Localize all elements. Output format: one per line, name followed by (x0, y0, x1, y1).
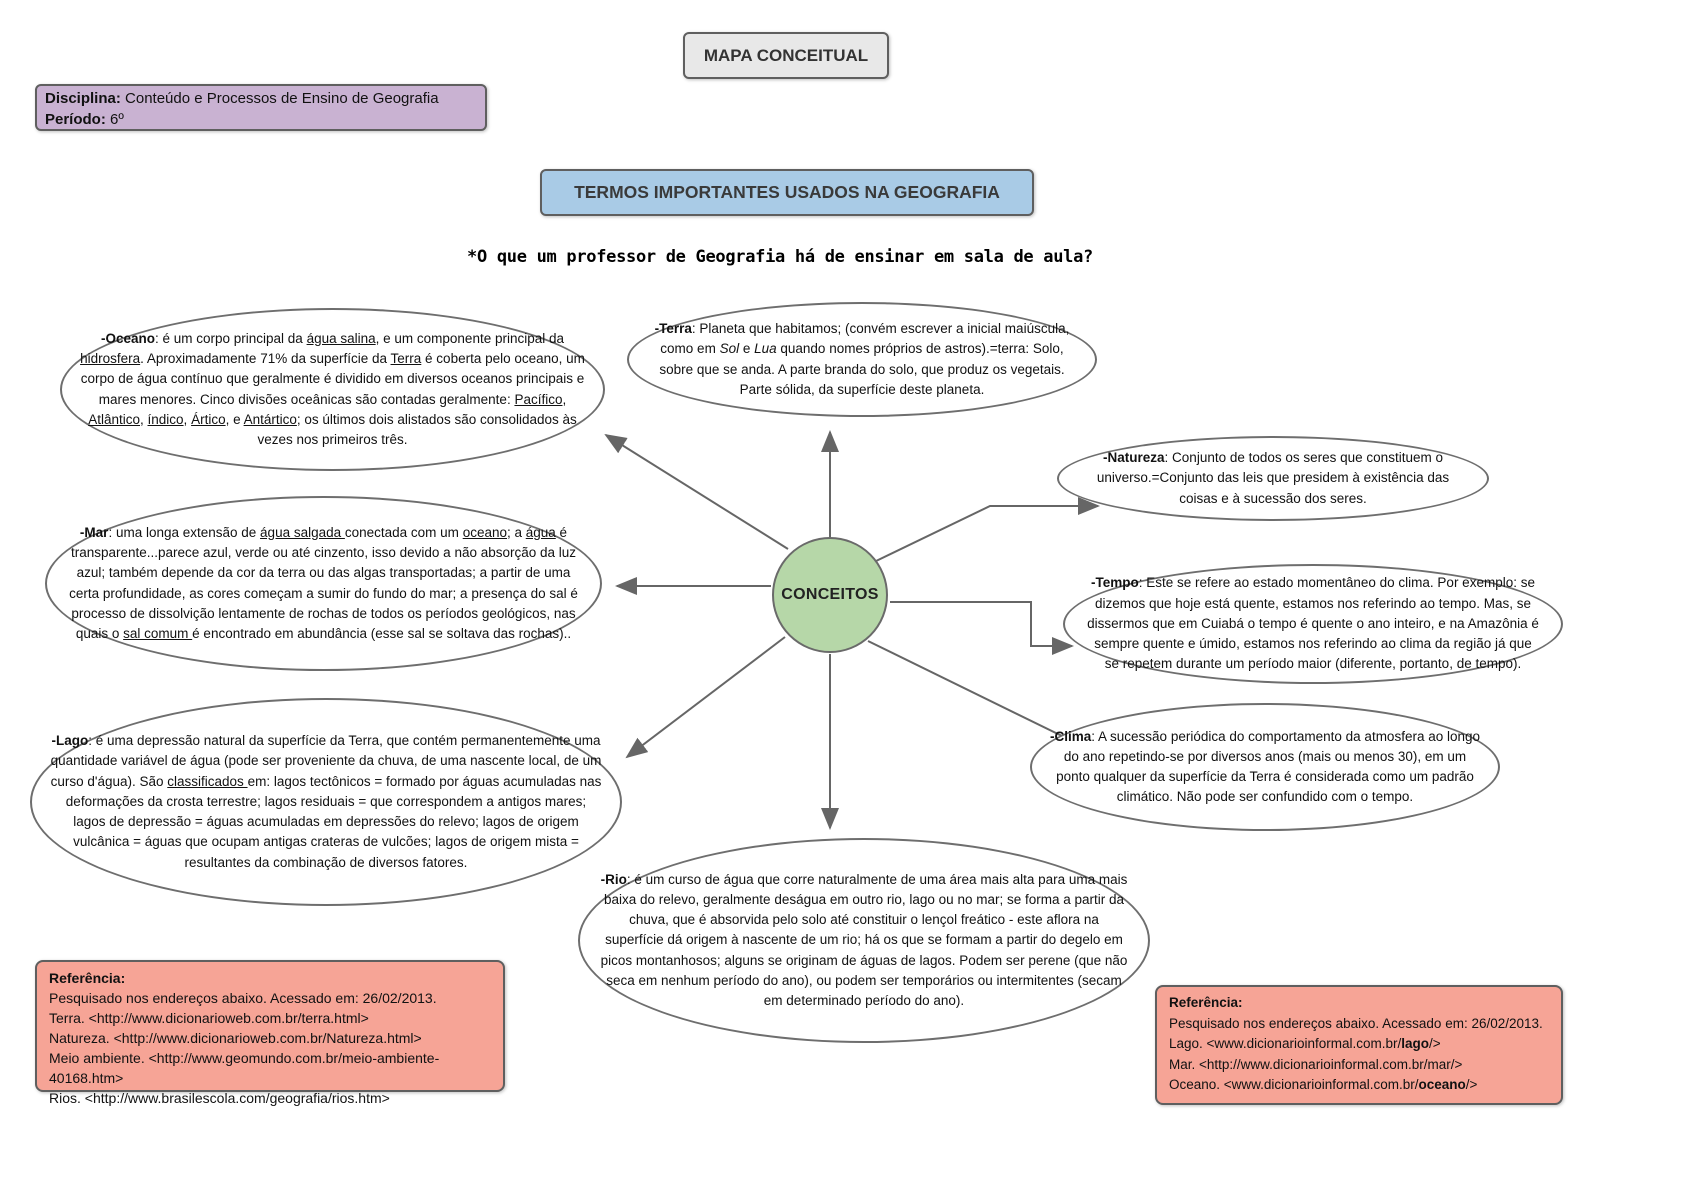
text-line: Terra. <http://www.dicionarioweb.com.br/terra.html> (49, 1010, 369, 1026)
bubble-clima (1030, 703, 1500, 831)
arrow-to-natureza (874, 506, 1098, 562)
bubble-natureza (1057, 436, 1489, 521)
main-title-box (540, 169, 1034, 216)
subtitle: *O que um professor de Geografia há de ensinar em sala de aula? (467, 247, 1093, 267)
bubble-mar (45, 496, 602, 671)
text-line: Referência: (1169, 995, 1243, 1010)
bubble-oceano (60, 308, 605, 471)
central-concept-node (772, 537, 888, 653)
text-line: Pesquisado nos endereços abaixo. Acessado em: 26/02/2013. (1169, 1015, 1543, 1031)
bubble-lago-text: -Lago: é uma depressão natural da superfície da Terra, que contém permanentemente uma quantidade variável de água (pode ser proveniente da chuva, de uma nascente local, de um curso d'água). São classificados em: lagos tectônicos = formado por águas acumuladas nas deformações da crosta terrestre; lagos residuais = que correspondem a antigos mares; lagos de depressão = águas acumuladas em depressões do relevo; lagos de origem vulcânica = águas que ocupam antigas crateras de vulcões; lagos de origem mista = resultantes da combinação de diversos fatores. (50, 733, 602, 870)
bubble-rio-text: -Rio: é um curso de água que corre naturalmente de uma área mais alta para uma mais baixa do relevo, geralmente deságua em outro rio, lago ou no mar; se forma a partir da chuva, que é absorvida pelo solo até constituir o lençol freático - este aflora na superfície dá origem à nascente de um rio; há os que se formam a partir do degelo em picos montanhosos; alguns se originam de águas de lagos. Podem ser perene (que não seca em nenhum período do ano), ou podem ser temporários ou intermitentes (secam em determinado período do ano). (600, 871, 1128, 1009)
bubble-rio (578, 838, 1150, 1043)
arrow-to-tempo (890, 602, 1072, 646)
main-title-label: TERMOS IMPORTANTES USADOS NA GEOGRAFIA (574, 182, 1000, 202)
text-line: Pesquisado nos endereços abaixo. Acessado em: 26/02/2013. (49, 990, 437, 1006)
bubble-oceano-text: -Oceano: é um corpo principal da água salina, e um componente principal da hidrosfera. Aproximadamente 71% da superfície da Terra é coberta pelo oceano, um corpo de água contínuo que geralmente é dividido em diversos oceanos principais e mares menores. Cinco divisões oceânicas são contadas geralmente: Pacífico, Atlântico, índico, Ártico, e Antártico; os últimos dois alistados são consolidados às vezes nos primeiros três. (80, 330, 585, 447)
discipline-box (35, 84, 487, 131)
text-line: Referência: (49, 970, 126, 986)
bubble-tempo-text: -Tempo: Este se refere ao estado momentâneo do clima. Por exemplo: se dizemos que hoje está quente, estamos nos referindo ao tempo. Mas, se dissermos que em Cuiabá o tempo é quente o ano inteiro, e na Amazônia é sempre quente e úmido, estamos nos referindo ao clima da região já que se repetem durante um período maior (diferente, portanto, de tempo). (1087, 575, 1539, 672)
bubble-natureza-text: -Natureza: Conjunto de todos os seres que constituem o universo.=Conjunto das leis que presidem à existência das coisas e à sucessão dos seres. (1096, 450, 1450, 506)
text-line: Disciplina: Conteúdo e Processos de Ensino de Geografia (45, 90, 439, 107)
bubble-clima-text: -Clima: A sucessão periódica do comportamento da atmosfera ao longo do ano repetindo-se por diversos anos (mais ou menos 30), em um ponto qualquer da superfície da Terra é considerada como um padrão climático. Não pode ser confundido com o tempo. (1050, 728, 1481, 805)
text-line: Período: 6º (45, 111, 124, 128)
text-line: Mar. <http://www.dicionarioinformal.com.br/mar/> (1169, 1056, 1463, 1072)
bubble-terra (627, 302, 1097, 417)
arrow-to-oceano (606, 435, 788, 549)
text-line: Lago. <www.dicionarioinformal.com.br/lago/> (1169, 1036, 1441, 1051)
reference-box-left (35, 960, 505, 1106)
arrow-to-lago (627, 637, 785, 757)
map-title-box (683, 32, 889, 79)
text-line: Natureza. <http://www.dicionarioweb.com.br/Natureza.html> (49, 1030, 422, 1046)
bubble-lago (30, 698, 622, 906)
text-line: Meio ambiente. <http://www.geomundo.com.br/meio-ambiente-40168.htm> (49, 1050, 440, 1086)
map-title-label: MAPA CONCEITUAL (703, 45, 869, 65)
text-line: Rios. <http://www.brasilescola.com/geografia/rios.htm> (49, 1090, 390, 1106)
reference-box-right (1155, 985, 1563, 1105)
bubble-tempo (1063, 564, 1563, 684)
bubble-mar-text: -Mar: uma longa extensão de água salgada conectada com um oceano; a água é transparente...parece azul, verde ou até cinzento, isso devido a não absorção da luz azul; também depende da cor da terra ou das algas transportadas; a partir de uma certa profundidade, as cores começam a sumir do fundo do mar; a presença do sal é processo de dissolvição lentamente de rochas de todos os períodos geológicos, nas quais o sal comum é encontrado em abundância (esse sal se soltava das rochas).. (69, 524, 578, 641)
text-line: Oceano. <www.dicionarioinformal.com.br/oceano/> (1169, 1077, 1478, 1092)
central-concept-label: CONCEITOS (781, 586, 879, 603)
bubble-terra-text: -Terra: Planeta que habitamos; (convém escrever a inicial maiúscula, como em Sol e Lua quando nomes próprios de astros).=terra: Solo, sobre que se anda. A parte branda do solo, que produz os vegetais. Parte sólida, da superfície deste planeta. (654, 321, 1070, 397)
